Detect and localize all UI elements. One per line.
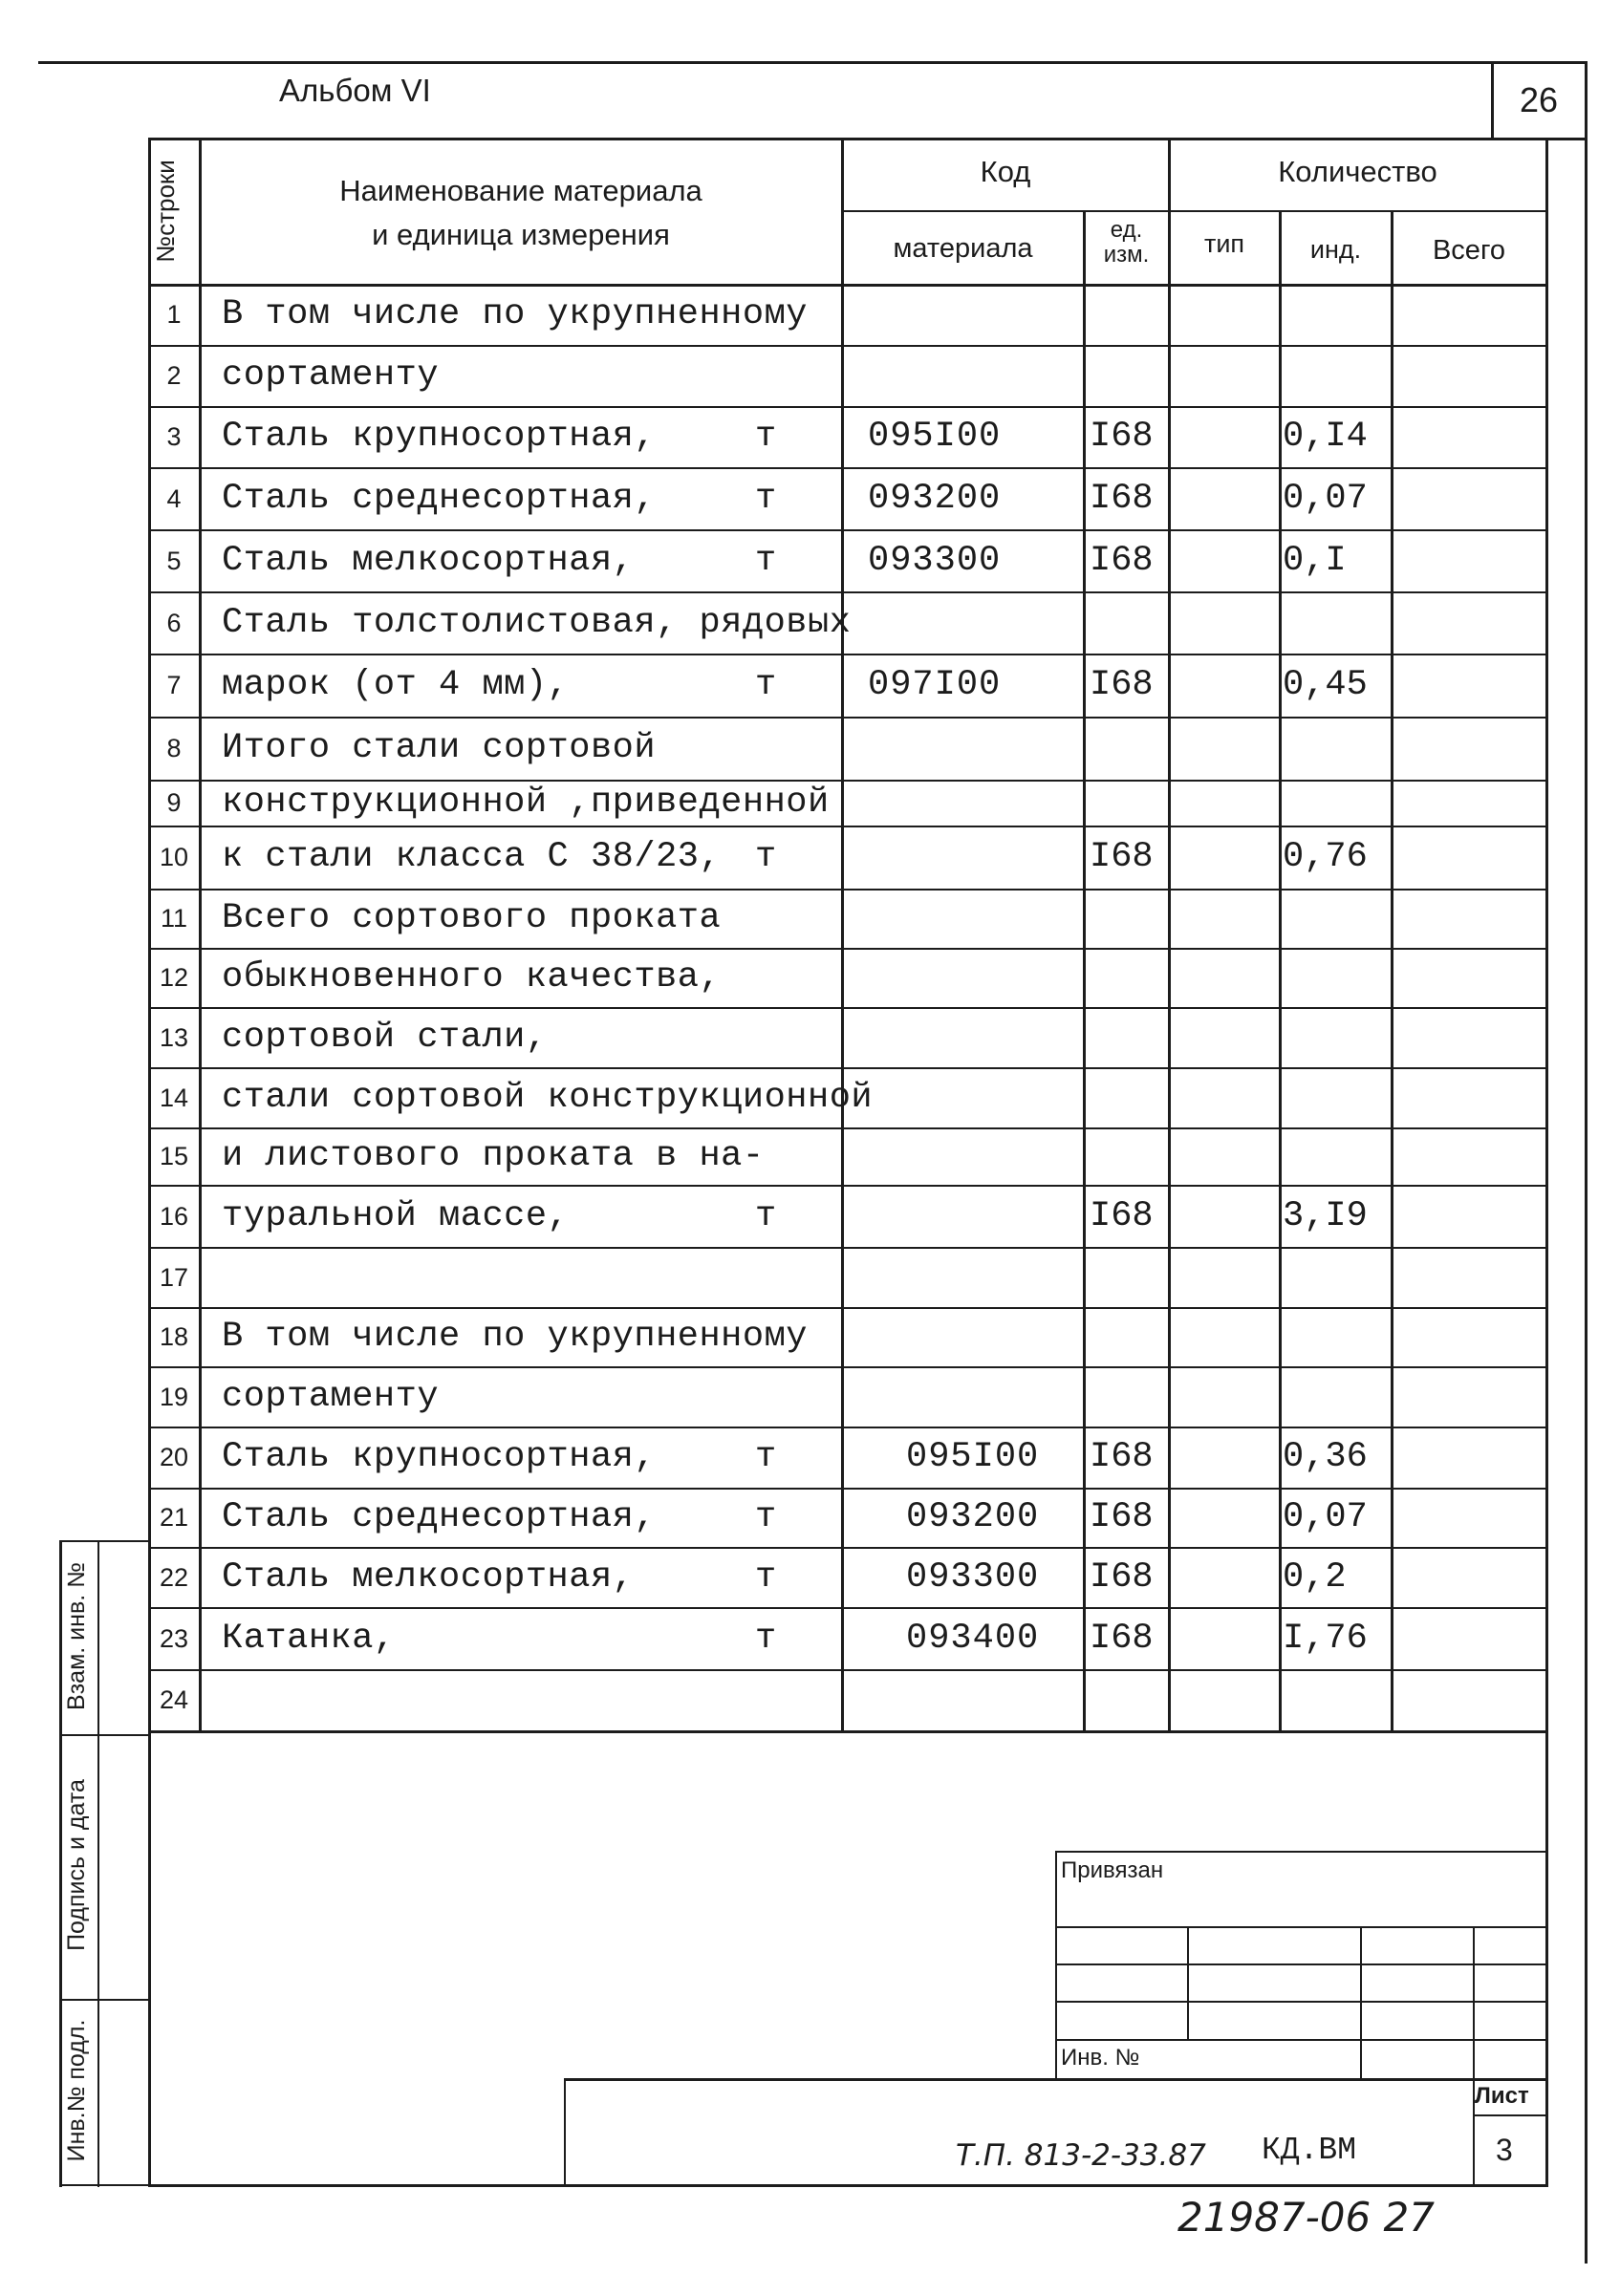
header-code-material: материала [893, 233, 1033, 264]
row-number: 5 [166, 547, 182, 575]
row-separator [148, 406, 1545, 408]
row-material-name: Сталь крупносортная, [222, 1437, 657, 1477]
row-unit: т [755, 1497, 777, 1537]
frame-bottom-line [148, 2184, 1548, 2187]
row-qty-ind: 3,I9 [1283, 1196, 1368, 1236]
row-unit-code: I68 [1090, 541, 1154, 581]
row-material-code: 095I00 [868, 417, 1002, 457]
header-code-unit [1085, 218, 1168, 268]
row-unit: т [755, 1437, 777, 1477]
table-top-line [148, 138, 1587, 140]
row-separator [148, 654, 1545, 655]
header-code: Код [980, 155, 1031, 188]
row-material-name: В том числе по укрупненному [222, 294, 808, 334]
row-unit: т [755, 1557, 777, 1598]
row-separator [148, 1488, 1545, 1490]
row-material-name: конструкционной ,приведенной [222, 783, 830, 823]
row-number: 10 [159, 843, 189, 871]
header-quantity: Количество [1278, 155, 1437, 188]
row-material-code: 095I00 [906, 1437, 1040, 1477]
stamp-list-number: 3 [1496, 2133, 1513, 2167]
row-unit: т [755, 417, 777, 457]
row-qty-ind: 0,36 [1283, 1437, 1368, 1477]
row-material-name: Сталь среднесортная, [222, 1497, 657, 1537]
row-unit: т [755, 541, 777, 581]
row-material-code: 093200 [906, 1497, 1040, 1537]
row-separator [148, 1007, 1545, 1009]
header-row-no: №строки [151, 160, 180, 263]
row-material-code: 093300 [906, 1557, 1040, 1598]
row-qty-ind: 0,76 [1283, 837, 1368, 877]
header-name-line2: и единица измерения [372, 218, 670, 251]
row-number: 15 [159, 1142, 189, 1170]
row-unit-code: I68 [1090, 1437, 1154, 1477]
stamp-left [1055, 1851, 1057, 2080]
row-separator [148, 345, 1545, 347]
row-qty-ind: 0,07 [1283, 1497, 1368, 1537]
row-unit: т [755, 665, 777, 705]
row-number: 2 [166, 361, 182, 390]
row-material-code: 093300 [868, 541, 1002, 581]
row-number: 19 [159, 1383, 189, 1411]
row-material-name: Сталь среднесортная, [222, 479, 657, 519]
col-name-right [841, 138, 844, 1731]
row-material-code: 093400 [906, 1619, 1040, 1659]
row-material-name: Сталь толстолистовая, рядовых [222, 603, 852, 643]
row-separator [148, 1547, 1545, 1549]
row-separator [148, 1607, 1545, 1609]
row-number: 16 [159, 1202, 189, 1231]
row-material-code: 093200 [868, 479, 1002, 519]
row-material-name: Катанка, [222, 1619, 396, 1659]
page-number: 26 [1520, 80, 1559, 119]
row-number: 13 [159, 1023, 189, 1052]
row-separator [148, 948, 1545, 950]
stamp-doc-code-typed: КД.ВМ [1262, 2133, 1357, 2168]
row-number: 18 [159, 1322, 189, 1351]
row-number: 11 [160, 904, 188, 933]
row-material-name: В том числе по укрупненному [222, 1317, 808, 1357]
row-separator [148, 826, 1545, 827]
row-unit: т [755, 1619, 777, 1659]
col-rowno-right [199, 138, 202, 1731]
row-separator [148, 1247, 1545, 1249]
row-separator [148, 889, 1545, 891]
row-material-name: Сталь крупносортная, [222, 417, 657, 457]
stamp-list-label: Лист [1475, 2083, 1529, 2109]
stamp-col-3 [1473, 1926, 1475, 2184]
row-number: 7 [166, 671, 182, 699]
side-strip-mid-line [97, 1540, 99, 2187]
row-unit-code: I68 [1090, 1196, 1154, 1236]
col-type-right [1279, 210, 1282, 1731]
row-material-name: к стали класса С 38/23, [222, 837, 722, 877]
row-material-name: и листового проката в на- [222, 1136, 765, 1176]
row-separator [148, 591, 1545, 593]
stamp-inv-no: Инв. № [1061, 2045, 1140, 2071]
row-material-name: Всего сортового проката [222, 898, 722, 938]
side-strip-bottom [59, 2184, 148, 2186]
stamp-col-2 [1360, 1926, 1362, 2079]
row-unit-code: I68 [1090, 1497, 1154, 1537]
side-label-podpis: Подпись и дата [63, 1779, 90, 1951]
header-code-unit-line2: изм. [1103, 242, 1150, 268]
stamp-top [1055, 1851, 1545, 1853]
side-strip-left-line [59, 1540, 62, 2187]
row-number: 20 [159, 1443, 189, 1471]
row-separator [148, 1427, 1545, 1428]
row-number: 1 [166, 300, 182, 329]
row-unit: т [755, 837, 777, 877]
header-qty-total: Всего [1432, 235, 1506, 266]
row-number: 24 [159, 1685, 189, 1714]
row-number: 22 [159, 1563, 189, 1592]
top-border-line [38, 61, 1587, 64]
header-qty-ind: инд. [1309, 235, 1362, 264]
header-code-unit-line1: ед. [1110, 217, 1143, 243]
inner-right-frame-line [1545, 138, 1548, 2187]
row-unit-code: I68 [1090, 665, 1154, 705]
row-number: 12 [159, 963, 189, 992]
row-qty-ind: 0,I [1283, 541, 1347, 581]
row-number: 14 [159, 1084, 189, 1112]
row-qty-ind: I,76 [1283, 1619, 1368, 1659]
stamp-main-left [564, 2078, 566, 2185]
row-unit-code: I68 [1090, 417, 1154, 457]
side-label-inv-podl: Инв.№ подл. [63, 2019, 90, 2162]
header-mid-line [841, 210, 1545, 212]
row-qty-ind: 0,I4 [1283, 417, 1368, 457]
row-unit: т [755, 479, 777, 519]
row-separator [148, 1730, 1545, 1733]
album-title: Альбом VI [279, 73, 431, 108]
row-separator [148, 1366, 1545, 1368]
side-label-vzam: Взам. инв. № [63, 1562, 90, 1710]
row-material-name: сортаменту [222, 355, 440, 396]
header-qty-type: тип [1203, 229, 1245, 258]
row-unit-code: I68 [1090, 479, 1154, 519]
right-frame-line [1585, 61, 1588, 2264]
row-unit-code: I68 [1090, 1619, 1154, 1659]
col-code-right [1083, 210, 1086, 1731]
row-separator [148, 1067, 1545, 1069]
row-material-name: стали сортовой конструкционной [222, 1078, 874, 1118]
row-material-name: Итого стали сортовой [222, 728, 657, 768]
row-number: 23 [159, 1624, 189, 1653]
row-number: 4 [166, 484, 182, 513]
row-unit-code: I68 [1090, 1557, 1154, 1598]
col-edizm-right [1168, 138, 1171, 1731]
row-number: 8 [166, 734, 182, 762]
row-separator [148, 1307, 1545, 1309]
row-number: 6 [166, 609, 182, 637]
row-material-name: Сталь мелкосортная, [222, 1557, 635, 1598]
stamp-list-divider [1473, 2114, 1545, 2116]
row-number: 9 [166, 788, 182, 817]
row-separator [148, 717, 1545, 719]
header-name-line1: Наименование материала [339, 174, 702, 207]
row-separator [148, 780, 1545, 782]
row-separator [148, 529, 1545, 531]
stamp-col-1 [1187, 1926, 1189, 2039]
side-strip-top [59, 1540, 148, 1542]
stamp-privyazan: Привязан [1061, 1857, 1164, 1883]
row-material-name: обыкновенного качества, [222, 957, 722, 998]
row-material-name: марок (от 4 мм), [222, 665, 570, 705]
col-ind-right [1391, 210, 1393, 1731]
row-separator [148, 1185, 1545, 1187]
row-separator [148, 1669, 1545, 1671]
row-separator [148, 1127, 1545, 1129]
row-material-name: сортаменту [222, 1377, 440, 1417]
row-qty-ind: 0,2 [1283, 1557, 1347, 1598]
row-material-name: сортовой стали, [222, 1018, 548, 1058]
stamp-doc-code-hand: Т.П. 813-2-33.87 [956, 2138, 1206, 2173]
row-separator [148, 467, 1545, 469]
footer-handwritten-number: 21987-06 27 [1177, 2194, 1436, 2241]
header-bottom-line [148, 284, 1545, 287]
row-material-name: Сталь мелкосортная, [222, 541, 635, 581]
row-qty-ind: 0,45 [1283, 665, 1368, 705]
row-material-code: 097I00 [868, 665, 1002, 705]
row-number: 3 [166, 422, 182, 451]
row-qty-ind: 0,07 [1283, 479, 1368, 519]
row-unit: т [755, 1196, 777, 1236]
page-number-divider [1491, 61, 1494, 138]
row-number: 21 [159, 1503, 189, 1532]
stamp-main-top [564, 2078, 1545, 2081]
row-unit-code: I68 [1090, 837, 1154, 877]
row-number: 17 [159, 1263, 189, 1292]
row-material-name: туральной массе, [222, 1196, 570, 1236]
